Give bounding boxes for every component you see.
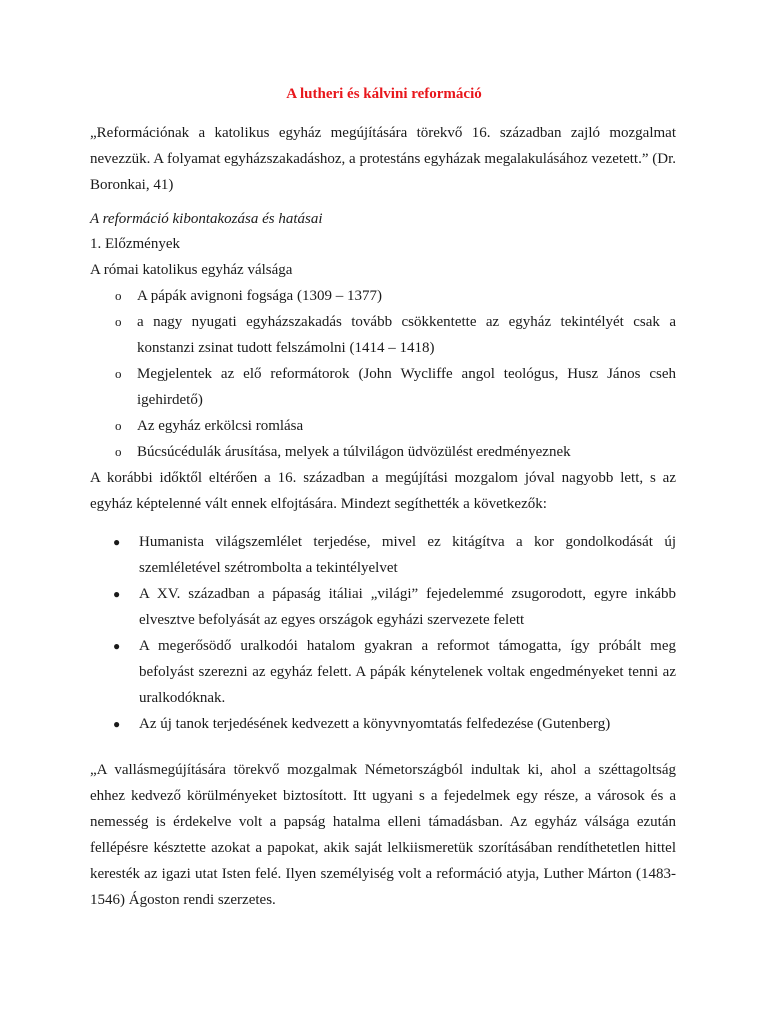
list-item: o Az egyház erkölcsi romlása (0, 413, 768, 439)
bullet-icon: ● (113, 639, 121, 653)
bullet-icon: ● (113, 717, 121, 731)
subheading-prerequisites: 1. Előzmények (90, 236, 180, 252)
bullet-icon: ● (113, 587, 121, 601)
circle-bullet-icon: o (115, 288, 122, 303)
section-heading: A reformáció kibontakozása és hatásai (90, 211, 323, 227)
circle-bullet-icon: o (115, 444, 122, 459)
subheading-church-crisis: A római katolikus egyház válsága (90, 262, 293, 278)
circle-bullet-icon: o (115, 314, 122, 329)
list-item: ● A XV. században a pápaság itáliai „világi” fejedelemmé zsugorodott, egyre inkább elvesztve befolyását az egyes országok egyházi szervezete felett (0, 581, 768, 633)
list-item: o A pápák avignoni fogsága (1309 – 1377) (0, 283, 768, 309)
causes-list (0, 529, 768, 737)
paragraph-causes: A korábbi időktől eltérően a 16. században a megújítási mozgalom jóval nagyobb lett, s az egyház képtelenné vált ennek elfojtására. Mindezt segíthették a következők: (90, 470, 676, 512)
list-item: ● Az új tanok terjedésének kedvezett a könyvnyomtatás felfedezése (Gutenberg) (0, 711, 768, 737)
crisis-list (0, 283, 768, 465)
circle-bullet-icon: o (115, 418, 122, 433)
list-item: o a nagy nyugati egyházszakadás tovább csökkentette az egyház tekintélyét csak a konstanzi zsinat tudott felszámolni (1414 – 1418) (0, 309, 768, 361)
intro-quote: „Reformációnak a katolikus egyház megújítására törekvő 16. században zajló mozgalmat nevezzük. A folyamat egyházszakadáshoz, a protestáns egyházak megalakulásához vezetett.” (Dr. Boronkai, 41) (90, 125, 676, 193)
circle-bullet-icon: o (115, 366, 122, 381)
list-item: o Búcsúcédulák árusítása, melyek a túlvilágon üdvözülést eredményeznek (0, 439, 768, 465)
document-title: A lutheri és kálvini reformáció (286, 86, 482, 102)
list-item: ● A megerősödő uralkodói hatalom gyakran a reformot támogatta, így próbált meg befolyást szerezni az egyház felett. A pápák kénytelenek voltak engedményeket tenni az uralkodóknak. (0, 633, 768, 711)
luther-quote: „A vallásmegújítására törekvő mozgalmak Németországból indultak ki, ahol a széttagoltság ehhez kedvező körülményeket biztosított. Itt ugyani s a fejedelmek egy része, a városok és a nemesség is érdekelve volt a papság hatalma elleni támadásban. Az egyház válsága ezután fellépésre késztette azokat a papokat, akik saját lelkiismeretük szorításában rendíthetetlen hittel keresték az igazi utat Isten felé. Ilyen személyiség volt a reformáció atyja, Luther Márton (1483-1546) Ágoston rendi szerzetes. (90, 762, 676, 908)
list-item: ● Humanista világszemlélet terjedése, mivel ez kitágítva a kor gondolkodását új szemléletével szétrombolta a tekintélyelvet (0, 529, 768, 581)
list-item: o Megjelentek az elő reformátorok (John Wycliffe angol teológus, Husz János cseh igehirdető) (0, 361, 768, 413)
bullet-icon: ● (113, 535, 121, 549)
